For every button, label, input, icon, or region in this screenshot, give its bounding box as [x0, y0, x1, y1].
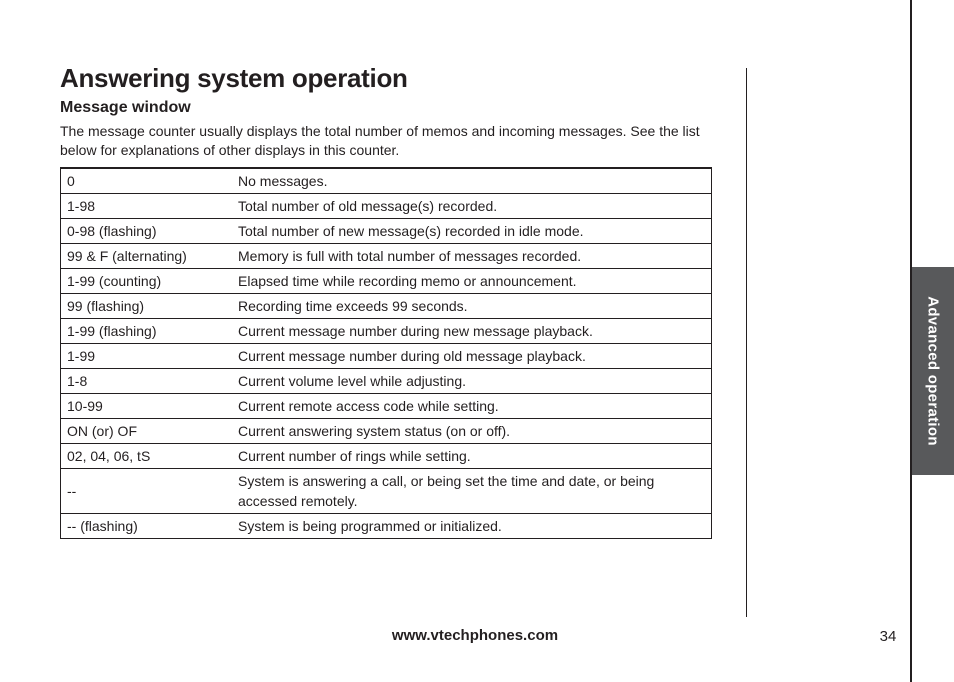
- table-row: [61, 219, 712, 244]
- display-code-cell: 1-99: [61, 344, 233, 369]
- table-row: [61, 168, 712, 194]
- display-code-cell: 0-98 (flashing): [61, 219, 233, 244]
- side-tab: [912, 267, 954, 475]
- intro-paragraph: The message counter usually displays the total number of memos and incoming messages. See the list below for explanations of other displays in this counter.: [60, 123, 700, 158]
- table-row: [61, 394, 712, 419]
- table-row: [61, 244, 712, 269]
- message-window-table: [60, 167, 712, 539]
- table-row: [61, 514, 712, 539]
- display-code-cell: --: [61, 469, 233, 514]
- display-code-cell: 99 (flashing): [61, 294, 233, 319]
- display-description-cell: Total number of old message(s) recorded.: [232, 194, 712, 219]
- display-description-cell: Current volume level while adjusting.: [232, 369, 712, 394]
- display-description-cell: No messages.: [232, 168, 712, 194]
- table-row: [61, 344, 712, 369]
- display-description-cell: Current remote access code while setting.: [232, 394, 712, 419]
- display-code-cell: 0: [61, 168, 233, 194]
- side-tab-label: Advanced operation: [924, 296, 942, 446]
- display-code-cell: 99 & F (alternating): [61, 244, 233, 269]
- display-description-cell: Elapsed time while recording memo or announcement.: [232, 269, 712, 294]
- display-description-cell: Current number of rings while setting.: [232, 444, 712, 469]
- page-number: 34: [879, 628, 897, 645]
- display-description-cell: Total number of new message(s) recorded in idle mode.: [232, 219, 712, 244]
- footer-url: www.vtechphones.com: [391, 627, 559, 644]
- table-row: [61, 319, 712, 344]
- table-row: [61, 369, 712, 394]
- section-title: Message window: [60, 99, 191, 116]
- display-description-cell: Current message number during new message playback.: [232, 319, 712, 344]
- table-row: [61, 419, 712, 444]
- message-window-table-body: [61, 168, 712, 539]
- display-code-cell: 10-99: [61, 394, 233, 419]
- page-title: Answering system operation: [60, 63, 408, 93]
- display-description-cell: System is answering a call, or being set the time and date, or being accessed remotely.: [232, 469, 712, 514]
- display-code-cell: 1-8: [61, 369, 233, 394]
- display-code-cell: ON (or) OF: [61, 419, 233, 444]
- table-row: [61, 294, 712, 319]
- display-description-cell: Current message number during old message playback.: [232, 344, 712, 369]
- display-code-cell: 1-98: [61, 194, 233, 219]
- display-code-cell: -- (flashing): [61, 514, 233, 539]
- display-code-cell: 1-99 (counting): [61, 269, 233, 294]
- table-row: [61, 444, 712, 469]
- display-code-cell: 02, 04, 06, tS: [61, 444, 233, 469]
- display-description-cell: Recording time exceeds 99 seconds.: [232, 294, 712, 319]
- table-row: [61, 269, 712, 294]
- display-code-cell: 1-99 (flashing): [61, 319, 233, 344]
- display-description-cell: Current answering system status (on or off).: [232, 419, 712, 444]
- display-description-cell: Memory is full with total number of messages recorded.: [232, 244, 712, 269]
- table-row: [61, 194, 712, 219]
- table-row: [61, 469, 712, 514]
- display-description-cell: System is being programmed or initialized.: [232, 514, 712, 539]
- column-divider: [746, 68, 747, 617]
